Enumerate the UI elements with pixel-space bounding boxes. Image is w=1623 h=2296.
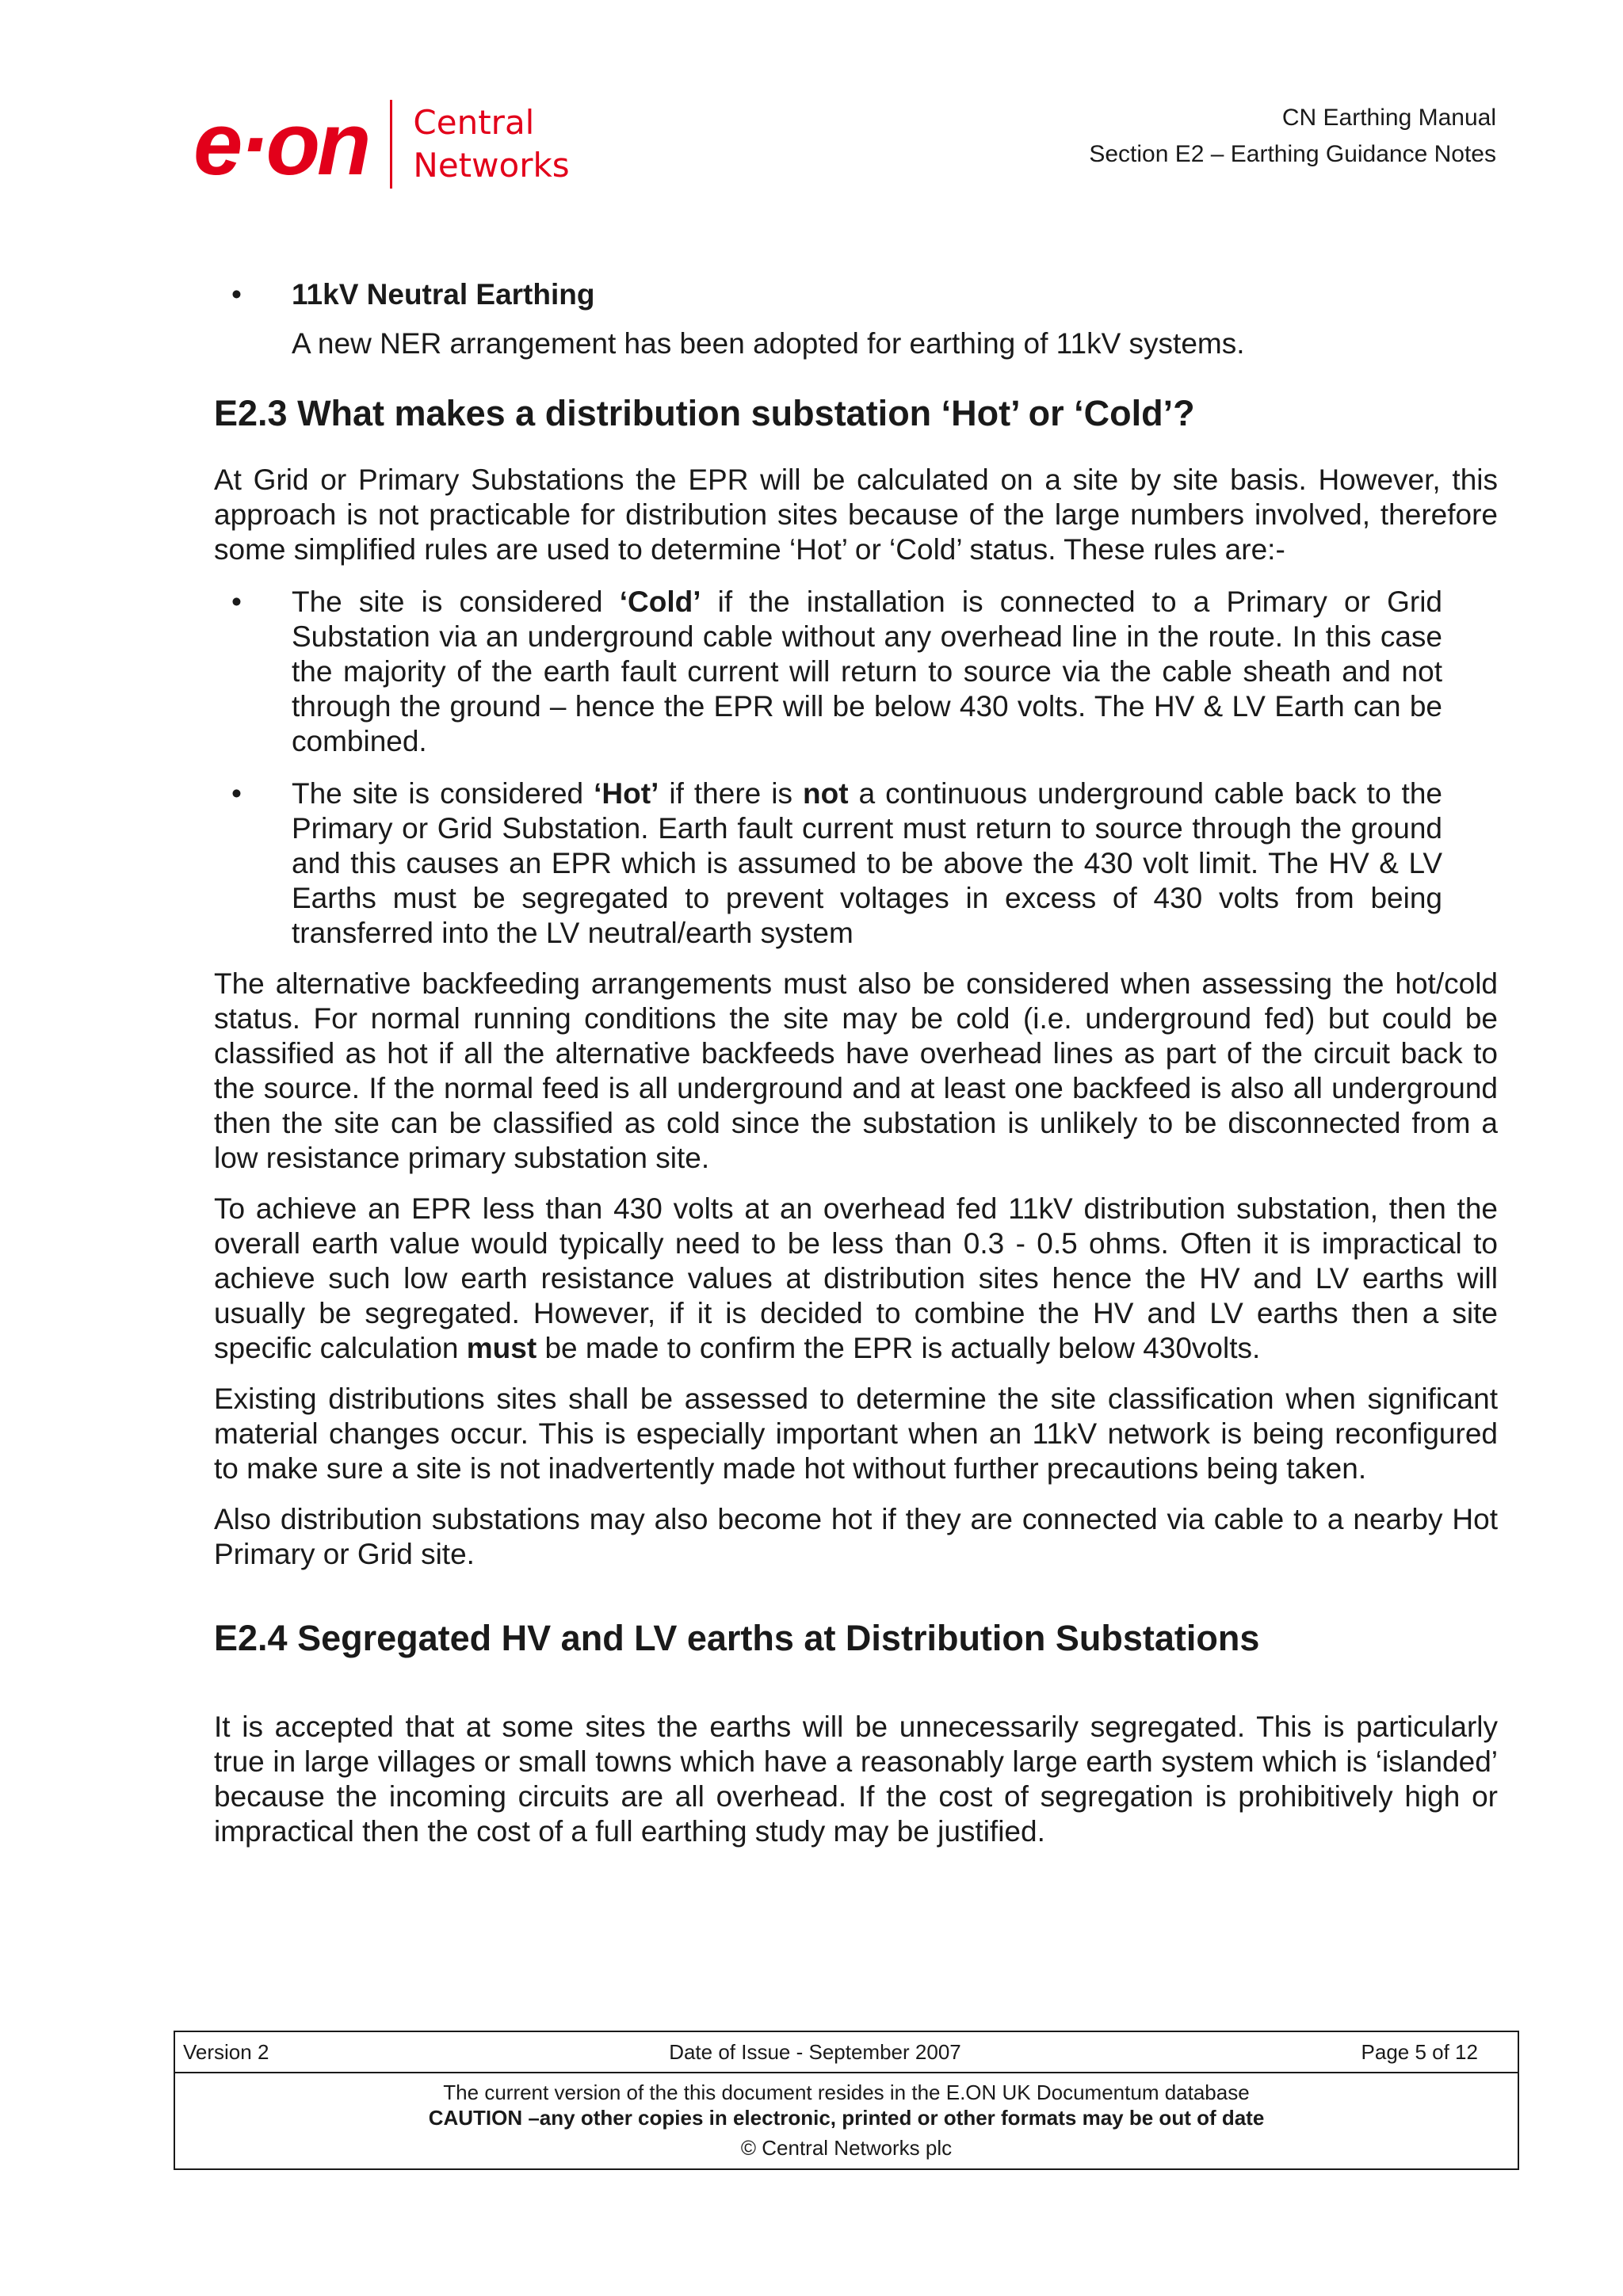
footer-caution: CAUTION –any other copies in electronic, printed or other formats may be out of date	[428, 2106, 1265, 2130]
bullet-11kv-neutral-earthing	[214, 277, 1498, 361]
paragraph-epr-post: be made to confirm the EPR is actually below 430volts.	[537, 1332, 1261, 1364]
eon-central-networks-logo	[193, 94, 570, 193]
paragraph-backfeeding: The alternative backfeeding arrangements must also be considered when assessing the hot/cold status. For normal running conditions the site may be cold (i.e. underground fed) but could be classified as hot if all the alternative backfeeds have overhead lines as part of the circuit back to the source. If the normal feed is all underground and at least one backfeed is also all underground then the site can be classified as cold since the substation is unlikely to be disconnected from a low resistance primary substation site.	[214, 967, 1498, 1174]
footer-issue-date: Date of Issue - September 2007	[669, 2039, 961, 2064]
footer-notice: The current version of the this document resides in the E.ON UK Documentum database	[443, 2081, 1250, 2104]
heading-e2-3: E2.3 What makes a distribution substation ‘Hot’ or ‘Cold’?	[214, 393, 1195, 433]
bullet-title: 11kV Neutral Earthing	[292, 278, 595, 311]
bullet-hot-bold: ‘Hot’	[594, 777, 659, 810]
eon-logo-mark: e·on	[193, 94, 369, 193]
footer-page-number: Page 5 of 12	[1361, 2039, 1478, 2064]
paragraph-epr-430	[214, 1192, 1498, 1366]
footer-meta-row	[175, 2032, 1518, 2073]
bullet-cold-post: if the installation is connected to a Primary or Grid Substation via an underground cable without any overhead line in the route. In this case the majority of the earth fault current will return to source via the cable sheath and not through the ground – hence the EPR will be below 430 volts. The HV & LV Earth can be combined.	[292, 585, 1443, 757]
bullet-hot-pre: The site is considered	[292, 777, 594, 810]
bullet-hot-not: not	[803, 777, 849, 810]
doc-section: Section E2 – Earthing Guidance Notes	[1089, 141, 1496, 167]
heading-e2-4: E2.4 Segregated HV and LV earths at Distribution Substations	[214, 1618, 1260, 1658]
paragraph-epr-pre: To achieve an EPR less than 430 volts at an overhead fed 11kV distribution substation, then the overall earth value would typically need to be less than 0.3 - 0.5 ohms. Often it is impractical to achieve such low earth resistance values at distribution sites hence the HV and LV earths will usually be segregated. However, if it is decided to combine the HV and LV earths then a site specific calculation	[214, 1192, 1498, 1364]
logo-divider	[390, 100, 392, 189]
paragraph-hot-primary: Also distribution substations may also become hot if they are connected via cable to a nearby Hot Primary or Grid site.	[214, 1503, 1498, 1570]
paragraph-segregated-earths: It is accepted that at some sites the earths will be unnecessarily segregated. This is particularly true in large villages or small towns which have a reasonably large earth system which is ‘islanded’ because the incoming circuits are all overhead. If the cost of segregation is prohibitively high or impractical then the cost of a full earthing study may be justified.	[214, 1711, 1498, 1848]
paragraph-epr-must: must	[466, 1332, 537, 1364]
bullet-hot-post: a continuous underground cable back to the Primary or Grid Substation. Earth fault current must return to source through the ground and this causes an EPR which is assumed to be above the 430 volt limit. The HV & LV Earths must be segregated to prevent voltages in excess of 430 volts from being transferred into the LV neutral/earth system	[292, 777, 1442, 949]
logo-line-central: Central	[413, 103, 535, 142]
bullet-hot-mid: if there is	[659, 777, 804, 810]
bullet-hot-site	[214, 776, 1498, 951]
bullet-dot-icon: •	[231, 585, 242, 618]
bullet-dot-icon: •	[231, 278, 242, 311]
bullet-text: A new NER arrangement has been adopted for earthing of 11kV systems.	[292, 327, 1245, 360]
footer-version: Version 2	[183, 2039, 269, 2064]
doc-title: CN Earthing Manual	[1281, 105, 1496, 131]
bullet-dot-icon: •	[231, 777, 242, 810]
footer-copyright: © Central Networks plc	[740, 2136, 953, 2160]
bullet-cold-bold: ‘Cold’	[619, 585, 701, 618]
logo-text	[413, 101, 569, 187]
bullet-cold-site	[214, 585, 1498, 759]
logo-line-networks: Networks	[413, 146, 570, 185]
document-header-info	[1089, 100, 1496, 173]
footer-notice-block	[175, 2073, 1518, 2168]
paragraph-existing-sites: Existing distributions sites shall be assessed to determine the site classification when significant material changes occur. This is especially important when an 11kV network is being reconfigured to make sure a site is not inadvertently made hot without further precautions being taken.	[214, 1383, 1498, 1485]
paragraph-e2-3-intro: At Grid or Primary Substations the EPR will be calculated on a site by site basis. However, this approach is not practicable for distribution sites because of the large numbers involved, therefore some simplified rules are used to determine ‘Hot’ or ‘Cold’ status. These rules are:-	[214, 463, 1498, 566]
document-body	[214, 277, 1498, 1849]
document-footer	[174, 2031, 1519, 2170]
bullet-cold-pre: The site is considered	[292, 585, 620, 618]
